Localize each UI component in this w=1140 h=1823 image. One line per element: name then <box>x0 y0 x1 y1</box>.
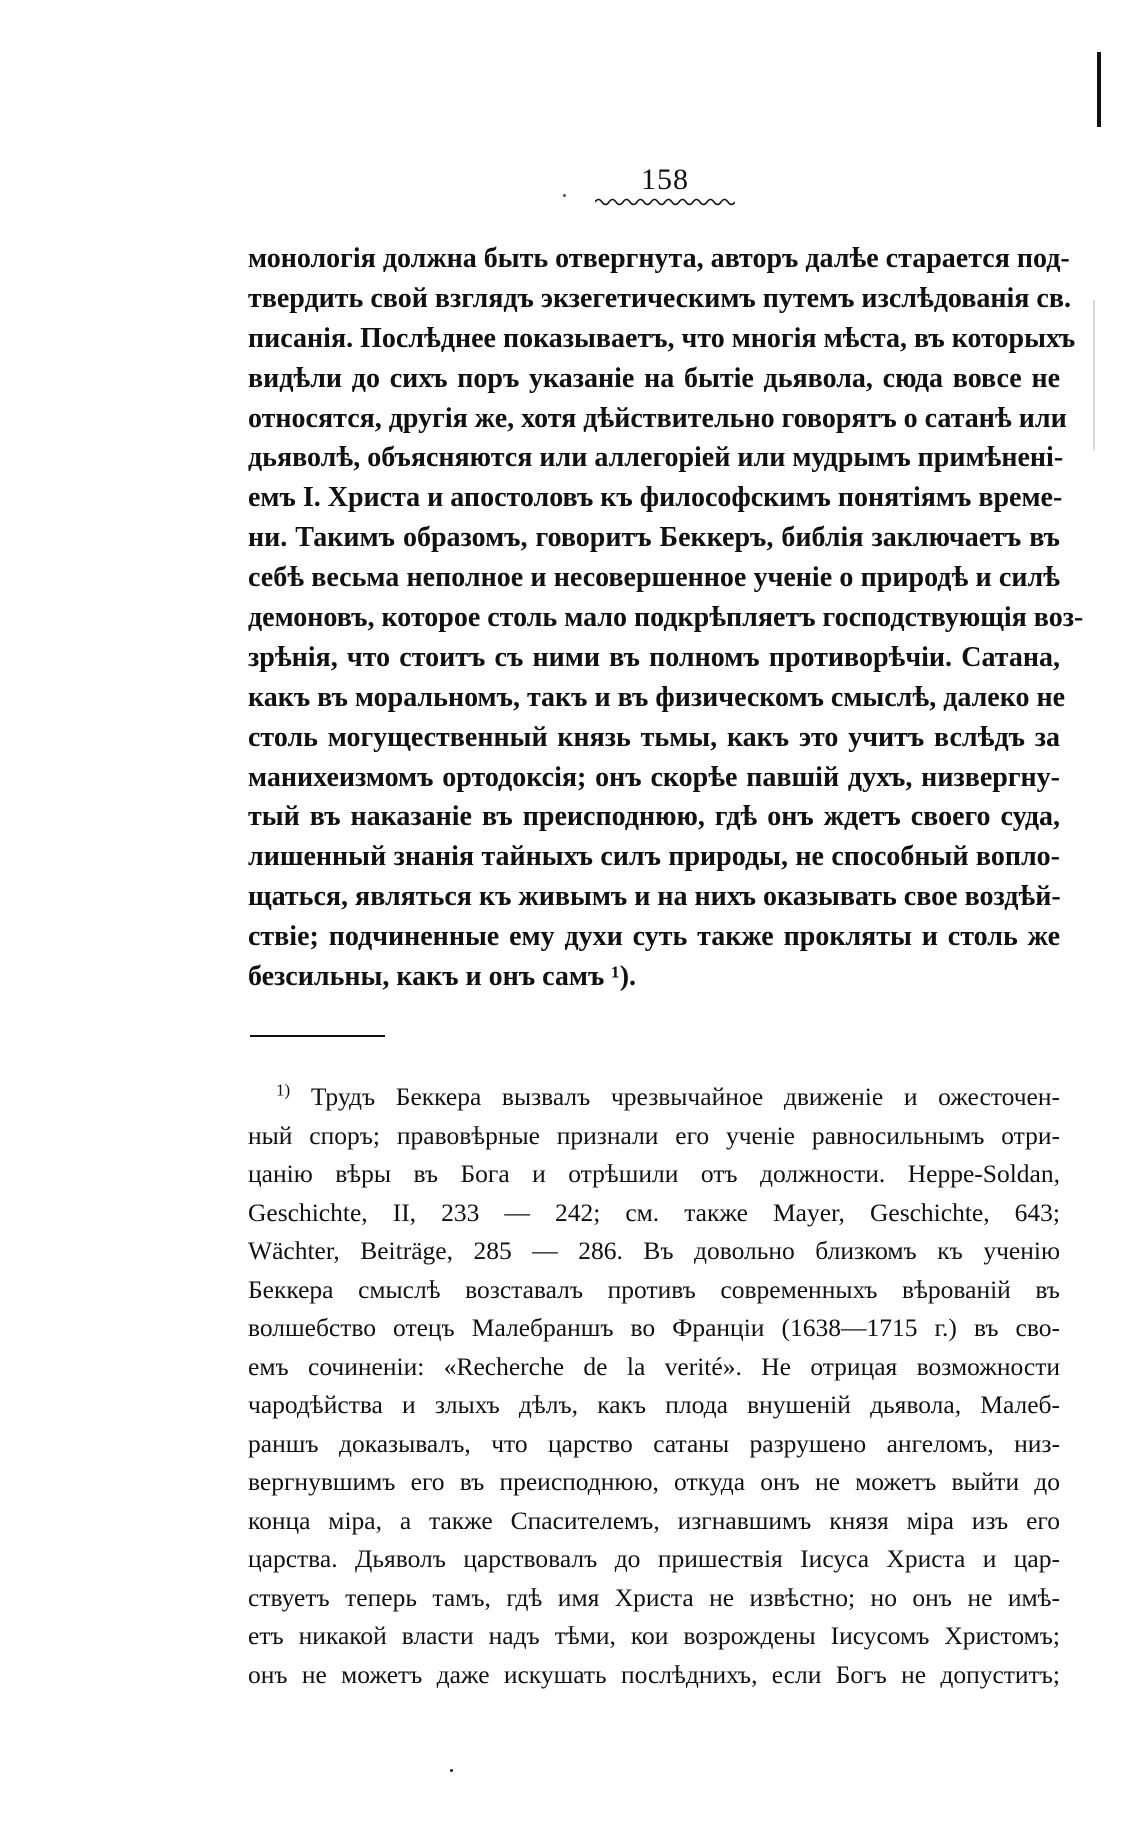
page-header <box>585 163 745 207</box>
footnote-line: цанію вѣры въ Бога и отрѣшили отъ должности. Heppe-Soldan, <box>248 1159 1060 1188</box>
text-line: видѣли до сихъ поръ указаніе на бытіе дьявола, сюда вовсе не <box>248 362 1060 394</box>
text-line: демоновъ, которое столь мало подкрѣпляетъ господствующія воз- <box>248 602 1084 634</box>
text-line: относятся, другія же, хотя дѣйствительно говорятъ о сатанѣ или <box>248 402 1067 434</box>
scan-edge-shadow <box>1093 300 1095 450</box>
text-line: дьяволѣ, объясняются или аллегоріей или мудрымъ примѣненi- <box>248 442 1064 474</box>
footnote-line <box>248 1078 1060 1117</box>
footnote-line: ный споръ; правовѣрные признали его ученіе равносильнымъ отри- <box>248 1120 1060 1150</box>
text-line: безсильны, какъ и онъ самъ ¹). <box>248 961 637 993</box>
scan-speck <box>450 1769 453 1772</box>
footnote-divider <box>250 1035 385 1037</box>
footnote-line: чародѣйства и злыхъ дѣлъ, какъ плода внушеній дьявола, Малеб- <box>248 1390 1060 1419</box>
text-line: манихеизмомъ ортодоксія; онъ скорѣе павшій духъ, низвергну- <box>248 761 1060 793</box>
wavy-ornament-icon <box>595 197 735 207</box>
text-line: ствіе; подчиненные ему духи суть также прокляты и столь же <box>248 921 1060 953</box>
text-line: ни. Такимъ образомъ, говоритъ Беккеръ, библія заключаетъ въ <box>248 522 1060 554</box>
footnote-marker: 1) <box>276 1080 291 1100</box>
scan-edge-mark <box>1097 52 1101 127</box>
text-line: тый въ наказаніе въ преисподнюю, гдѣ онъ ждетъ своего суда, <box>248 801 1060 833</box>
footnote-line: раншъ доказывалъ, что царство сатаны разрушено ангеломъ, низ- <box>248 1428 1060 1458</box>
footnote-line: етъ никакой власти надъ тѣми, кои возрождены Іисусомъ Христомъ; <box>248 1621 1060 1650</box>
text-line: столь могущественный князь тьмы, какъ это учитъ вслѣдъ за <box>248 721 1060 753</box>
footnote-line: онъ не можетъ даже искушать послѣднихъ, если Богъ не допуститъ; <box>248 1659 1060 1689</box>
footnote <box>248 1078 1060 1694</box>
text-line: твердить свой взглядъ экзегетическимъ путемъ изслѣдованія св. <box>248 282 1071 314</box>
footnote-line: конца міра, а также Спасителемъ, изгнавшимъ князя міра изъ его <box>248 1505 1060 1535</box>
footnote-line: Беккера смыслѣ возставалъ противъ современныхъ вѣрованій въ <box>248 1274 1060 1304</box>
footnote-line: емъ сочиненіи: «Recherche de la verité». Не отрицая возможности <box>248 1351 1060 1381</box>
page-number: 158 <box>641 163 689 196</box>
footnote-line: Wächter, Beiträge, 285 — 286. Въ довольно близкомъ къ ученію <box>248 1236 1060 1265</box>
footnote-line: Geschichte, II, 233 — 242; см. также Mayer, Geschichte, 643; <box>248 1197 1060 1227</box>
footnote-line: ствуетъ теперь тамъ, гдѣ имя Христа не извѣстно; но онъ не имѣ- <box>248 1582 1060 1612</box>
scan-speck <box>563 194 566 197</box>
footnote-line: волшебство отецъ Малебраншъ во Франціи (1638—1715 г.) въ сво- <box>248 1313 1060 1342</box>
text-line: лишенный знанія тайныхъ силъ природы, не способный вопло- <box>248 841 1060 873</box>
footnote-line: царства. Дьяволъ царствовалъ до пришествія Іисуса Христа и цар- <box>248 1544 1060 1573</box>
main-text <box>248 239 1084 997</box>
footnote-line-text: Трудъ Беккера вызвалъ чрезвычайное движеніе и ожесточен- <box>310 1082 1060 1111</box>
text-line: щаться, являться къ живымъ и на нихъ оказывать свое воздѣй- <box>248 881 1061 913</box>
text-line: зрѣнія, что стоитъ съ ними въ полномъ противорѣчіи. Сатана, <box>248 641 1060 673</box>
text-line: писанія. Послѣднее показываетъ, что многія мѣста, въ которыхъ <box>248 322 1076 354</box>
text-line: себѣ весьма неполное и несовершенное ученіе о природѣ и силѣ <box>248 562 1060 594</box>
text-line: емъ І. Христа и апостоловъ къ философскимъ понятіямъ време- <box>248 482 1063 514</box>
text-line: монологія должна быть отвергнута, авторъ далѣе старается под- <box>248 243 1070 274</box>
footnote-line: вергнувшимъ его въ преисподнюю, откуда онъ не можетъ выйти до <box>248 1467 1060 1496</box>
text-line: какъ въ моральномъ, такъ и въ физическомъ смыслѣ, далеко не <box>248 681 1066 713</box>
